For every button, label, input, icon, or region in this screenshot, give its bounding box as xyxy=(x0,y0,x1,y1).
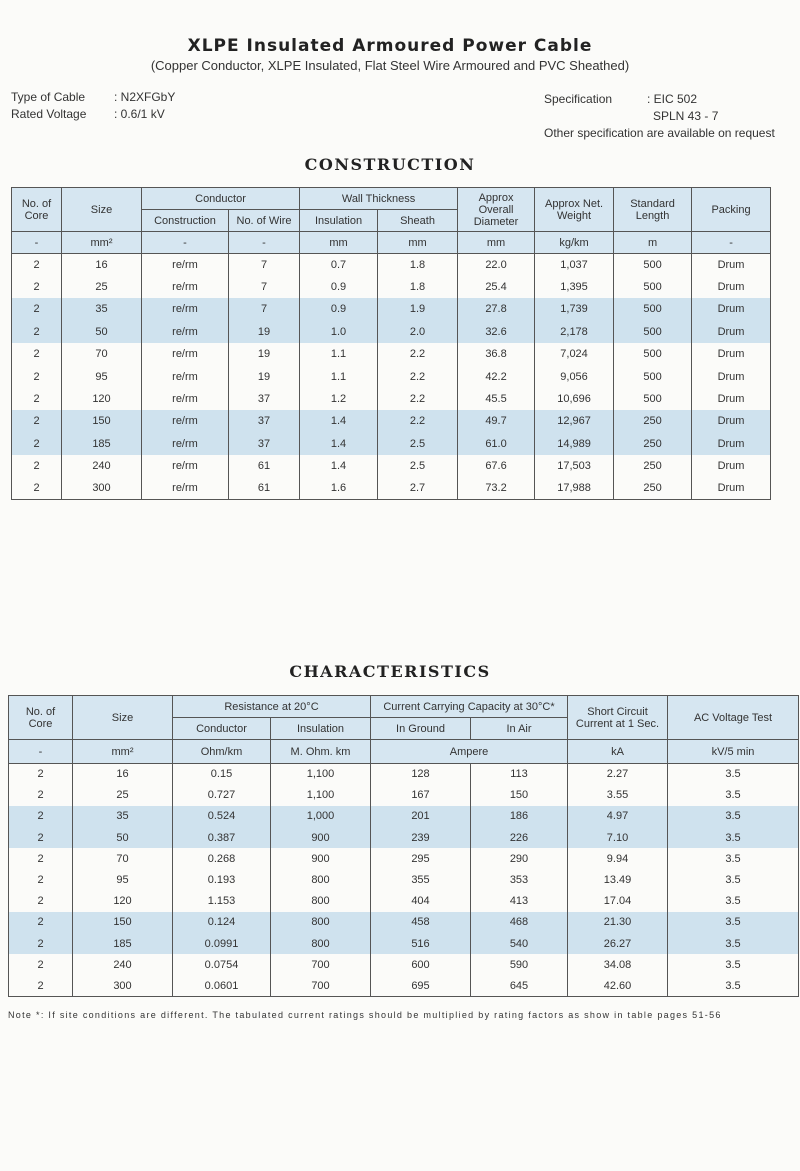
table-cell: 0.0754 xyxy=(173,954,271,975)
header-core: No. of Core xyxy=(9,696,73,740)
table-cell: 250 xyxy=(614,410,692,432)
header-size: Size xyxy=(73,696,173,740)
table-cell: 2 xyxy=(12,388,62,410)
table-cell: 16 xyxy=(62,254,142,276)
table-cell: 0.9 xyxy=(300,276,378,298)
table-cell: 2 xyxy=(9,848,73,869)
header-size: Size xyxy=(62,188,142,232)
table-cell: re/rm xyxy=(142,343,229,365)
table-cell: 3.5 xyxy=(668,848,799,869)
header-construction: Construction xyxy=(142,210,229,232)
table-cell: 800 xyxy=(271,869,371,890)
table-cell: re/rm xyxy=(142,365,229,387)
header-diameter: Approx Overall Diameter xyxy=(458,188,535,232)
table-cell: 2.5 xyxy=(378,455,458,477)
table-cell: 25 xyxy=(73,785,173,806)
table-cell: 0.15 xyxy=(173,764,271,785)
table-cell: 458 xyxy=(371,912,471,933)
table-cell: 36.8 xyxy=(458,343,535,365)
table-cell: 2.7 xyxy=(378,477,458,499)
table-cell: 1.1 xyxy=(300,365,378,387)
table-cell: 61.0 xyxy=(458,433,535,455)
construction-title: CONSTRUCTION xyxy=(304,155,476,174)
table-cell: 0.7 xyxy=(300,254,378,276)
other-specification: Other specification are available on request xyxy=(544,126,775,140)
table-row xyxy=(9,869,799,890)
table-cell: 0.387 xyxy=(173,827,271,848)
table-cell: 35 xyxy=(62,298,142,320)
table-row xyxy=(12,455,771,477)
table-cell: 1.0 xyxy=(300,321,378,343)
table-row xyxy=(9,891,799,912)
table-cell: 128 xyxy=(371,764,471,785)
table-cell: 1,100 xyxy=(271,785,371,806)
table-cell: 2 xyxy=(12,433,62,455)
table-cell: 2 xyxy=(9,954,73,975)
table-cell: re/rm xyxy=(142,276,229,298)
header-packing: Packing xyxy=(692,188,771,232)
construction-table xyxy=(11,187,771,500)
table-cell: 500 xyxy=(614,276,692,298)
header-in-air: In Air xyxy=(471,718,568,740)
table-cell: 0.0991 xyxy=(173,933,271,954)
table-cell: 516 xyxy=(371,933,471,954)
table-cell: Drum xyxy=(692,477,771,499)
table-cell: 590 xyxy=(471,954,568,975)
table-cell: 2 xyxy=(12,365,62,387)
units-row: - mm² Ohm/km M. Ohm. km Ampere kA kV/5 min xyxy=(9,740,799,764)
table-cell: Drum xyxy=(692,254,771,276)
table-row xyxy=(12,477,771,499)
table-cell: 3.5 xyxy=(668,806,799,827)
header-length: Standard Length xyxy=(614,188,692,232)
table-cell: Drum xyxy=(692,365,771,387)
table-cell: Drum xyxy=(692,433,771,455)
table-cell: 2.2 xyxy=(378,365,458,387)
table-cell: 37 xyxy=(229,388,300,410)
header-wall-thickness: Wall Thickness xyxy=(300,188,458,210)
table-cell: Drum xyxy=(692,276,771,298)
table-cell: 2 xyxy=(12,298,62,320)
table-cell: 0.124 xyxy=(173,912,271,933)
table-cell: 695 xyxy=(371,975,471,996)
table-row xyxy=(12,343,771,365)
table-cell: 250 xyxy=(614,433,692,455)
table-cell: 185 xyxy=(73,933,173,954)
table-cell: 0.727 xyxy=(173,785,271,806)
table-cell: 3.55 xyxy=(568,785,668,806)
table-cell: 95 xyxy=(62,365,142,387)
table-cell: 50 xyxy=(62,321,142,343)
characteristics-title: CHARACTERISTICS xyxy=(289,662,491,681)
table-cell: 27.8 xyxy=(458,298,535,320)
header-ac-voltage: AC Voltage Test xyxy=(668,696,799,740)
table-cell: 7 xyxy=(229,254,300,276)
rated-voltage: Rated Voltage : 0.6/1 kV xyxy=(11,107,165,121)
table-cell: 1.1 xyxy=(300,343,378,365)
table-cell: 49.7 xyxy=(458,410,535,432)
table-row xyxy=(9,954,799,975)
table-cell: 1.9 xyxy=(378,298,458,320)
table-cell: 250 xyxy=(614,455,692,477)
table-cell: 7.10 xyxy=(568,827,668,848)
table-cell: re/rm xyxy=(142,410,229,432)
specification-info: Specification : EIC 502 SPLN 43 - 7 Other specification are available on request xyxy=(544,92,775,140)
table-row xyxy=(12,365,771,387)
table-cell: 500 xyxy=(614,388,692,410)
table-cell: 2.2 xyxy=(378,410,458,432)
table-cell: Drum xyxy=(692,298,771,320)
table-row xyxy=(12,410,771,432)
table-cell: 239 xyxy=(371,827,471,848)
table-cell: Drum xyxy=(692,343,771,365)
table-cell: 645 xyxy=(471,975,568,996)
table-cell: 4.97 xyxy=(568,806,668,827)
table-cell: 95 xyxy=(73,869,173,890)
table-cell: 2.27 xyxy=(568,764,668,785)
header-conductor: Conductor xyxy=(142,188,300,210)
table-row xyxy=(12,321,771,343)
table-row xyxy=(9,848,799,869)
table-cell: 1.8 xyxy=(378,276,458,298)
table-cell: 295 xyxy=(371,848,471,869)
table-cell: 0.524 xyxy=(173,806,271,827)
table-row xyxy=(12,388,771,410)
table-cell: 73.2 xyxy=(458,477,535,499)
table-cell: 37 xyxy=(229,433,300,455)
table-cell: 35 xyxy=(73,806,173,827)
table-cell: 1,037 xyxy=(535,254,614,276)
table-cell: 25.4 xyxy=(458,276,535,298)
table-cell: 26.27 xyxy=(568,933,668,954)
header-short-circuit: Short Circuit Current at 1 Sec. xyxy=(568,696,668,740)
table-cell: 3.5 xyxy=(668,764,799,785)
table-cell: 2 xyxy=(9,912,73,933)
table-row xyxy=(9,827,799,848)
table-cell: re/rm xyxy=(142,254,229,276)
table-cell: 42.60 xyxy=(568,975,668,996)
table-row xyxy=(9,975,799,996)
table-cell: 800 xyxy=(271,891,371,912)
table-cell: 1,100 xyxy=(271,764,371,785)
table-cell: 2 xyxy=(12,477,62,499)
table-cell: 353 xyxy=(471,869,568,890)
document-title: XLPE Insulated Armoured Power Cable xyxy=(187,36,593,56)
table-cell: 2 xyxy=(9,975,73,996)
table-cell: 17.04 xyxy=(568,891,668,912)
table-cell: 22.0 xyxy=(458,254,535,276)
table-cell: 500 xyxy=(614,321,692,343)
table-cell: 2 xyxy=(9,933,73,954)
table-cell: 150 xyxy=(471,785,568,806)
table-cell: 34.08 xyxy=(568,954,668,975)
table-cell: 19 xyxy=(229,343,300,365)
cable-info xyxy=(11,89,175,123)
table-cell: Drum xyxy=(692,410,771,432)
table-cell: 2 xyxy=(9,891,73,912)
header-weight: Approx Net. Weight xyxy=(535,188,614,232)
table-cell: 37 xyxy=(229,410,300,432)
table-cell: Drum xyxy=(692,388,771,410)
table-cell: 2 xyxy=(12,321,62,343)
table-cell: 2 xyxy=(9,827,73,848)
header-conductor: Conductor xyxy=(173,718,271,740)
table-cell: 2 xyxy=(12,455,62,477)
table-cell: 2 xyxy=(9,764,73,785)
table-cell: 2 xyxy=(12,410,62,432)
table-cell: 150 xyxy=(73,912,173,933)
table-cell: 800 xyxy=(271,912,371,933)
table-cell: 900 xyxy=(271,827,371,848)
table-cell: 70 xyxy=(62,343,142,365)
table-cell: 2 xyxy=(9,869,73,890)
table-cell: 1,395 xyxy=(535,276,614,298)
table-cell: 2.2 xyxy=(378,388,458,410)
table-row xyxy=(12,254,771,276)
table-cell: 800 xyxy=(271,933,371,954)
table-cell: 67.6 xyxy=(458,455,535,477)
table-cell: 600 xyxy=(371,954,471,975)
table-cell: 240 xyxy=(62,455,142,477)
table-cell: Drum xyxy=(692,321,771,343)
table-cell: 25 xyxy=(62,276,142,298)
table-cell: 1.4 xyxy=(300,410,378,432)
table-cell: 226 xyxy=(471,827,568,848)
table-cell: 0.193 xyxy=(173,869,271,890)
table-cell: 404 xyxy=(371,891,471,912)
table-cell: 13.49 xyxy=(568,869,668,890)
table-cell: 9,056 xyxy=(535,365,614,387)
table-cell: 61 xyxy=(229,477,300,499)
table-cell: 290 xyxy=(471,848,568,869)
table-cell: 2,178 xyxy=(535,321,614,343)
header-sheath: Sheath xyxy=(378,210,458,232)
table-cell: 32.6 xyxy=(458,321,535,343)
table-cell: 2 xyxy=(12,254,62,276)
table-cell: 3.5 xyxy=(668,785,799,806)
table-cell: 240 xyxy=(73,954,173,975)
table-cell: Drum xyxy=(692,455,771,477)
table-cell: 14,989 xyxy=(535,433,614,455)
table-cell: 12,967 xyxy=(535,410,614,432)
table-cell: 413 xyxy=(471,891,568,912)
table-cell: 1.8 xyxy=(378,254,458,276)
table-cell: 0.268 xyxy=(173,848,271,869)
table-cell: 16 xyxy=(73,764,173,785)
table-cell: 186 xyxy=(471,806,568,827)
table-cell: 2 xyxy=(9,806,73,827)
table-cell: 900 xyxy=(271,848,371,869)
table-cell: 3.5 xyxy=(668,912,799,933)
table-cell: 167 xyxy=(371,785,471,806)
table-cell: 1,000 xyxy=(271,806,371,827)
table-cell: 250 xyxy=(614,477,692,499)
table-cell: 7,024 xyxy=(535,343,614,365)
table-row xyxy=(9,806,799,827)
type-of-cable: Type of Cable : N2XFGbY xyxy=(11,90,176,104)
table-cell: 19 xyxy=(229,321,300,343)
table-cell: 1.2 xyxy=(300,388,378,410)
table-cell: 7 xyxy=(229,298,300,320)
table-cell: 120 xyxy=(73,891,173,912)
table-cell: 150 xyxy=(62,410,142,432)
table-cell: 1.4 xyxy=(300,433,378,455)
characteristics-table xyxy=(8,695,799,997)
table-row xyxy=(12,276,771,298)
table-cell: 10,696 xyxy=(535,388,614,410)
table-cell: 2 xyxy=(9,785,73,806)
table-cell: re/rm xyxy=(142,298,229,320)
table-cell: re/rm xyxy=(142,455,229,477)
table-row xyxy=(9,764,799,785)
header-no-of-wire: No. of Wire xyxy=(229,210,300,232)
table-cell: 500 xyxy=(614,254,692,276)
table-cell: 2.2 xyxy=(378,343,458,365)
table-cell: re/rm xyxy=(142,388,229,410)
table-cell: 1.4 xyxy=(300,455,378,477)
table-cell: 468 xyxy=(471,912,568,933)
table-row xyxy=(9,933,799,954)
table-cell: 3.5 xyxy=(668,869,799,890)
table-cell: 0.9 xyxy=(300,298,378,320)
table-cell: 120 xyxy=(62,388,142,410)
table-cell: 45.5 xyxy=(458,388,535,410)
table-row xyxy=(9,785,799,806)
table-cell: 3.5 xyxy=(668,975,799,996)
table-cell: 300 xyxy=(62,477,142,499)
table-cell: 500 xyxy=(614,298,692,320)
header-insulation: Insulation xyxy=(300,210,378,232)
table-cell: re/rm xyxy=(142,477,229,499)
table-cell: 500 xyxy=(614,365,692,387)
table-cell: 500 xyxy=(614,343,692,365)
table-cell: 21.30 xyxy=(568,912,668,933)
table-cell: 17,503 xyxy=(535,455,614,477)
table-cell: 355 xyxy=(371,869,471,890)
table-cell: 9.94 xyxy=(568,848,668,869)
table-cell: 2 xyxy=(12,276,62,298)
table-cell: 42.2 xyxy=(458,365,535,387)
document-subtitle: (Copper Conductor, XLPE Insulated, Flat Steel Wire Armoured and PVC Sheathed) xyxy=(150,58,630,73)
table-cell: 700 xyxy=(271,975,371,996)
table-row xyxy=(12,298,771,320)
units-row: - mm² - - mm mm mm kg/km m - xyxy=(12,232,771,254)
table-cell: 700 xyxy=(271,954,371,975)
table-cell: 0.0601 xyxy=(173,975,271,996)
table-cell: 3.5 xyxy=(668,827,799,848)
table-cell: 61 xyxy=(229,455,300,477)
table-cell: 19 xyxy=(229,365,300,387)
footnote: Note *: If site conditions are different. The tabulated current ratings should be multiplied by rating factors as show in table pages 51-56 xyxy=(8,1010,722,1020)
header-in-ground: In Ground xyxy=(371,718,471,740)
table-row xyxy=(9,912,799,933)
table-cell: 2.5 xyxy=(378,433,458,455)
table-cell: 7 xyxy=(229,276,300,298)
header-core: No. of Core xyxy=(12,188,62,232)
table-cell: 1.6 xyxy=(300,477,378,499)
table-cell: 201 xyxy=(371,806,471,827)
table-cell: 3.5 xyxy=(668,933,799,954)
table-cell: 300 xyxy=(73,975,173,996)
table-cell: re/rm xyxy=(142,433,229,455)
header-resistance: Resistance at 20°C xyxy=(173,696,371,718)
table-cell: 540 xyxy=(471,933,568,954)
table-cell: 113 xyxy=(471,764,568,785)
table-cell: 3.5 xyxy=(668,954,799,975)
table-cell: 17,988 xyxy=(535,477,614,499)
table-row xyxy=(12,433,771,455)
table-cell: re/rm xyxy=(142,321,229,343)
table-cell: 50 xyxy=(73,827,173,848)
header-insulation: Insulation xyxy=(271,718,371,740)
table-cell: 1.153 xyxy=(173,891,271,912)
table-cell: 3.5 xyxy=(668,891,799,912)
header-current-capacity: Current Carrying Capacity at 30°C* xyxy=(371,696,568,718)
table-cell: 185 xyxy=(62,433,142,455)
table-cell: 1,739 xyxy=(535,298,614,320)
table-cell: 2 xyxy=(12,343,62,365)
table-cell: 2.0 xyxy=(378,321,458,343)
table-cell: 70 xyxy=(73,848,173,869)
